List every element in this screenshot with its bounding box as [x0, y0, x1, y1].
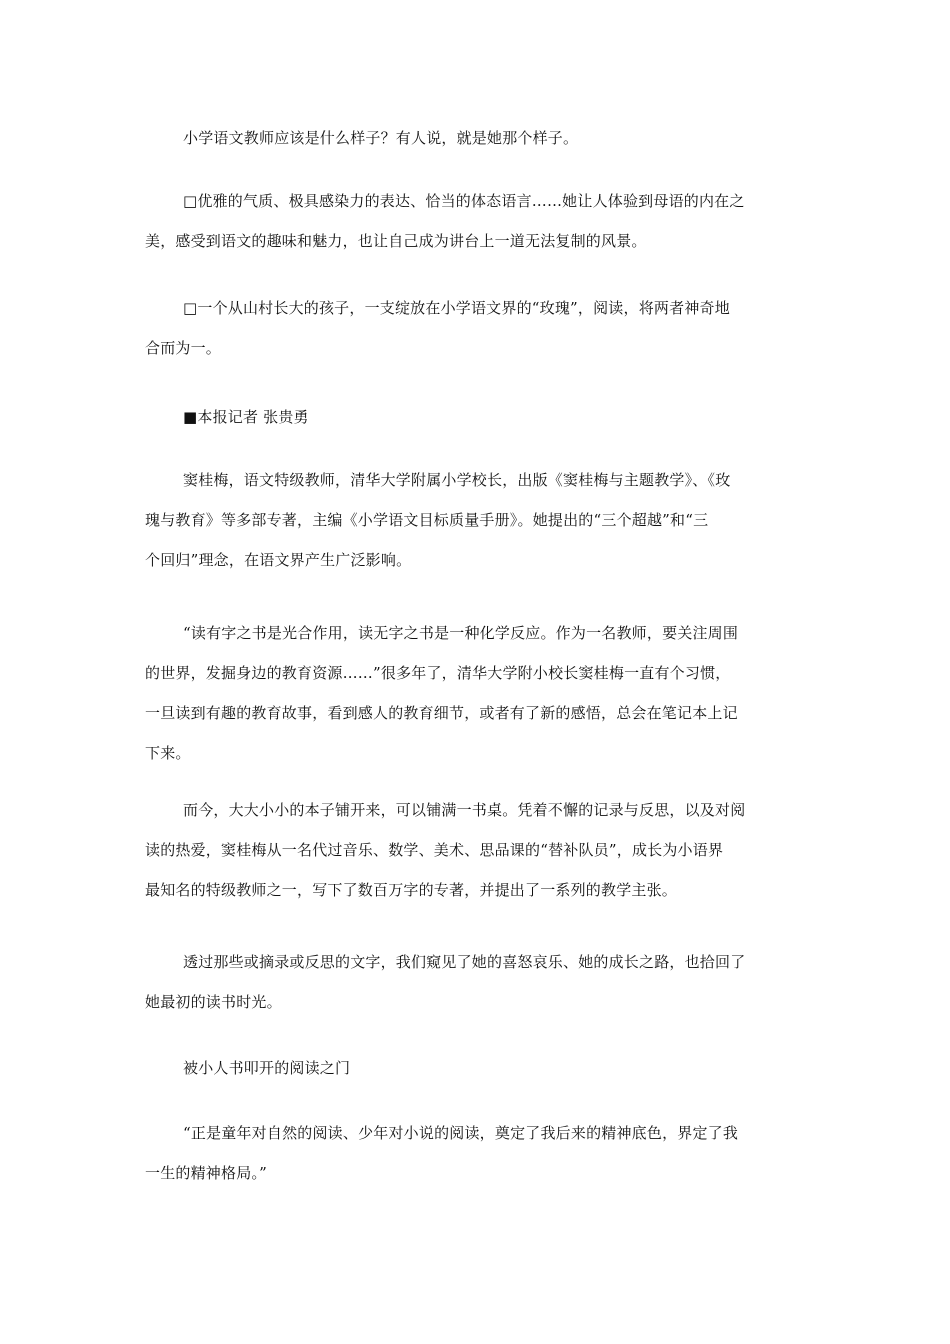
text-line: 透过那些或摘录或反思的文字，我们窥见了她的喜怒哀乐、她的成长之路，也拾回了 — [183, 953, 746, 971]
text-line: “读有字之书是光合作用，读无字之书是一种化学反应。作为一名教师，要关注周围 — [183, 624, 739, 642]
text-line: 最知名的特级教师之一，写下了数百万字的专著，并提出了一系列的教学主张。 — [145, 881, 678, 899]
text-line: 个回归”理念，在语文界产生广泛影响。 — [145, 551, 412, 569]
paragraph-reading-quote — [145, 613, 805, 773]
text-line: “正是童年对自然的阅读、少年对小说的阅读，奠定了我后来的精神底色，界定了我 — [183, 1124, 739, 1142]
text-line: ■本报记者 张贵勇 — [183, 408, 309, 426]
section-heading-reading-door — [145, 1048, 805, 1088]
paragraph-glimpse — [145, 942, 805, 1022]
paragraph-summary-elegance — [145, 181, 805, 261]
text-line: 她最初的读书时光。 — [145, 993, 282, 1011]
paragraph-byline — [145, 397, 805, 437]
text-line: 而今，大大小小的本子铺开来，可以铺满一书桌。凭着不懈的记录与反思，以及对阅 — [183, 801, 746, 819]
paragraph-notebooks — [145, 790, 805, 910]
paragraph-childhood-quote — [145, 1113, 805, 1193]
text-line: 小学语文教师应该是什么样子？有人说，就是她那个样子。 — [183, 129, 579, 147]
text-line: 合而为一。 — [145, 339, 222, 357]
paragraph-profile — [145, 460, 805, 580]
paragraph-summary-village — [145, 288, 805, 368]
text-line: 一生的精神格局。” — [145, 1164, 267, 1182]
text-line: 被小人书叩开的阅读之门 — [183, 1059, 351, 1077]
text-line: 的世界，发掘身边的教育资源……”很多年了，清华大学附小校长窦桂梅一直有个习惯， — [145, 664, 731, 682]
text-line: 美，感受到语文的趣味和魅力，也让自己成为讲台上一道无法复制的风景。 — [145, 232, 647, 250]
text-line: 瑰与教育》等多部专著，主编《小学语文目标质量手册》。她提出的“三个超越”和“三 — [145, 511, 709, 529]
text-line: 一旦读到有趣的教育故事，看到感人的教育细节，或者有了新的感悟，总会在笔记本上记 — [145, 704, 738, 722]
text-line: 下来。 — [145, 744, 191, 762]
text-line: □一个从山村长大的孩子，一支绽放在小学语文界的“玫瑰”，阅读，将两者神奇地 — [183, 299, 730, 317]
text-line: 读的热爱，窦桂梅从一名代过音乐、数学、美术、思品课的“替补队员”，成长为小语界 — [145, 841, 724, 859]
text-line: 窦桂梅，语文特级教师，清华大学附属小学校长，出版《窦桂梅与主题教学》、《玫 — [183, 471, 731, 489]
paragraph-intro-question — [145, 118, 805, 158]
text-line: □优雅的气质、极具感染力的表达、恰当的体态语言……她让人体验到母语的内在之 — [183, 192, 745, 210]
